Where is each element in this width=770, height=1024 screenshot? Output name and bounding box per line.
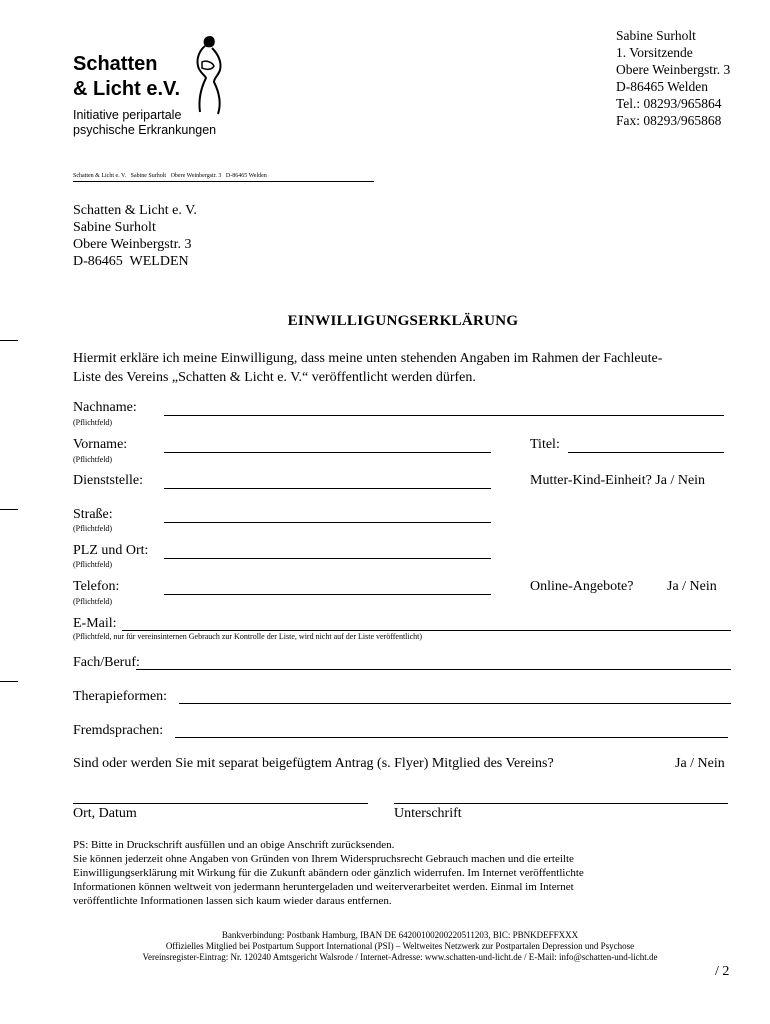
mitglied-question: Sind oder werden Sie mit separat beigefügtem Antrag (s. Flyer) Mitglied des Vereins? bbox=[73, 756, 554, 771]
dienststelle-label: Dienststelle: bbox=[73, 473, 143, 488]
nachname-required-note: (Pflichtfeld) bbox=[73, 418, 113, 427]
fremdsprachen-label: Fremdsprachen: bbox=[73, 723, 164, 738]
email-required-note: (Pflichtfeld, nur für vereinsinternen Gebrauch zur Kontrolle der Liste, wird nicht auf der Liste veröffentlicht) bbox=[73, 632, 423, 641]
telefon-required-note: (Pflichtfeld) bbox=[73, 597, 113, 606]
ps-line-4: Informationen können weltweit von jedermann heruntergeladen und weiterverarbeitet werden. Einmal im Internet bbox=[73, 881, 574, 893]
fold-mark-middle bbox=[0, 509, 18, 510]
logo-title-line1: Schatten bbox=[73, 53, 158, 75]
ps-line-5: veröffentlichte Informationen lassen sich kaum wieder daraus entfernen. bbox=[73, 895, 392, 907]
recipient-org: Schatten & Licht e. V. bbox=[73, 203, 197, 218]
document-title: EINWILLIGUNGSERKLÄRUNG bbox=[287, 313, 519, 329]
telefon-field[interactable] bbox=[164, 594, 491, 595]
fach-beruf-field[interactable] bbox=[136, 669, 731, 670]
ort-datum-label: Ort, Datum bbox=[73, 806, 137, 821]
ps-line-3: Einwilligungserklärung mit Wirkung für die Zukunft abändern oder gänzlich widerrufen. Im Internet veröffentlichte bbox=[73, 867, 584, 879]
unterschrift-label: Unterschrift bbox=[394, 806, 462, 821]
telefon-label: Telefon: bbox=[73, 579, 120, 594]
vorname-label: Vorname: bbox=[73, 437, 128, 452]
footer-membership: Offizielles Mitglied bei Postpartum Support International (PSI) – Weltweites Netzwerk zur Postpartalen Depression und Psychose bbox=[165, 941, 635, 951]
vorname-field[interactable] bbox=[164, 452, 491, 453]
sender-fax: Fax: 08293/965868 bbox=[616, 113, 722, 128]
mutter-kind-einheit-question[interactable]: Mutter-Kind-Einheit? Ja / Nein bbox=[530, 473, 706, 488]
email-field[interactable] bbox=[122, 630, 731, 631]
logo-subtitle-line1: Initiative peripartale bbox=[73, 108, 182, 122]
postscript bbox=[73, 838, 584, 908]
fold-mark-bottom bbox=[0, 681, 18, 682]
nachname-field[interactable] bbox=[164, 415, 724, 416]
ps-line-2: Sie können jederzeit ohne Angaben von Gründen von Ihrem Widerspruchsrecht Gebrauch machen und die erteilte bbox=[73, 853, 574, 865]
titel-label: Titel: bbox=[530, 437, 560, 452]
sender-city: D-86465 Welden bbox=[616, 79, 709, 94]
unterschrift-field[interactable] bbox=[394, 803, 728, 804]
dienststelle-field[interactable] bbox=[164, 488, 491, 489]
sender-address bbox=[616, 27, 730, 129]
recipient-name: Sabine Surholt bbox=[73, 220, 156, 235]
therapieformen-field[interactable] bbox=[179, 703, 731, 704]
return-address: Schatten & Licht e. V. Sabine Surholt Obere Weinbergstr. 3 D-86465 Welden bbox=[73, 173, 267, 179]
recipient-street: Obere Weinbergstr. 3 bbox=[73, 237, 192, 252]
email-label: E-Mail: bbox=[73, 616, 117, 631]
footer-bank: Bankverbindung: Postbank Hamburg, IBAN DE 64200100200220511203, BIC: PBNKDEFFXXX bbox=[221, 930, 579, 940]
plz-ort-field[interactable] bbox=[164, 558, 491, 559]
titel-field[interactable] bbox=[568, 452, 724, 453]
ort-datum-field[interactable] bbox=[73, 803, 368, 804]
ps-line-1: PS: Bitte in Druckschrift ausfüllen und an obige Anschrift zurücksenden. bbox=[73, 839, 395, 851]
sender-tel: Tel.: 08293/965864 bbox=[616, 96, 722, 111]
plz-ort-label: PLZ und Ort: bbox=[73, 543, 149, 558]
footer-register: Vereinsregister-Eintrag: Nr. 120240 Amtsgericht Walsrode / Internet-Adresse: www.schatten-und-licht.de / E-Mail: info@schatten-und-licht.de bbox=[142, 952, 658, 962]
online-angebote-ja-nein[interactable]: Ja / Nein bbox=[667, 579, 717, 594]
nachname-label: Nachname: bbox=[73, 400, 137, 415]
sender-street: Obere Weinbergstr. 3 bbox=[616, 62, 731, 77]
intro-line-1: Hiermit erkläre ich meine Einwilligung, dass meine unten stehenden Angaben im Rahmen der Fachleute- bbox=[73, 351, 663, 366]
mitglied-ja-nein[interactable]: Ja / Nein bbox=[675, 756, 725, 771]
sender-role: 1. Vorsitzende bbox=[616, 45, 693, 60]
strasse-required-note: (Pflichtfeld) bbox=[73, 524, 113, 533]
logo-title-line2: & Licht e.V. bbox=[73, 78, 181, 100]
fremdsprachen-field[interactable] bbox=[175, 737, 728, 738]
plz-ort-required-note: (Pflichtfeld) bbox=[73, 560, 113, 569]
therapieformen-label: Therapieformen: bbox=[73, 689, 168, 704]
recipient-address bbox=[73, 202, 197, 270]
footer bbox=[40, 930, 760, 963]
online-angebote-label: Online-Angebote? bbox=[530, 579, 634, 594]
mother-figure-logo-icon bbox=[188, 32, 232, 118]
strasse-field[interactable] bbox=[164, 522, 491, 523]
page-number: / 2 bbox=[715, 964, 730, 979]
return-address-underline bbox=[73, 181, 374, 182]
strasse-label: Straße: bbox=[73, 507, 113, 522]
recipient-city: D-86465 WELDEN bbox=[73, 254, 189, 269]
fach-beruf-label: Fach/Beruf: bbox=[73, 655, 140, 670]
sender-name: Sabine Surholt bbox=[616, 28, 696, 43]
logo-subtitle-line2: psychische Erkrankungen bbox=[73, 123, 217, 137]
vorname-required-note: (Pflichtfeld) bbox=[73, 455, 113, 464]
fold-mark-top bbox=[0, 340, 18, 341]
intro-line-2: Liste des Vereins „Schatten & Licht e. V.“ veröffentlicht werden dürfen. bbox=[73, 370, 476, 385]
intro-text bbox=[73, 349, 662, 387]
